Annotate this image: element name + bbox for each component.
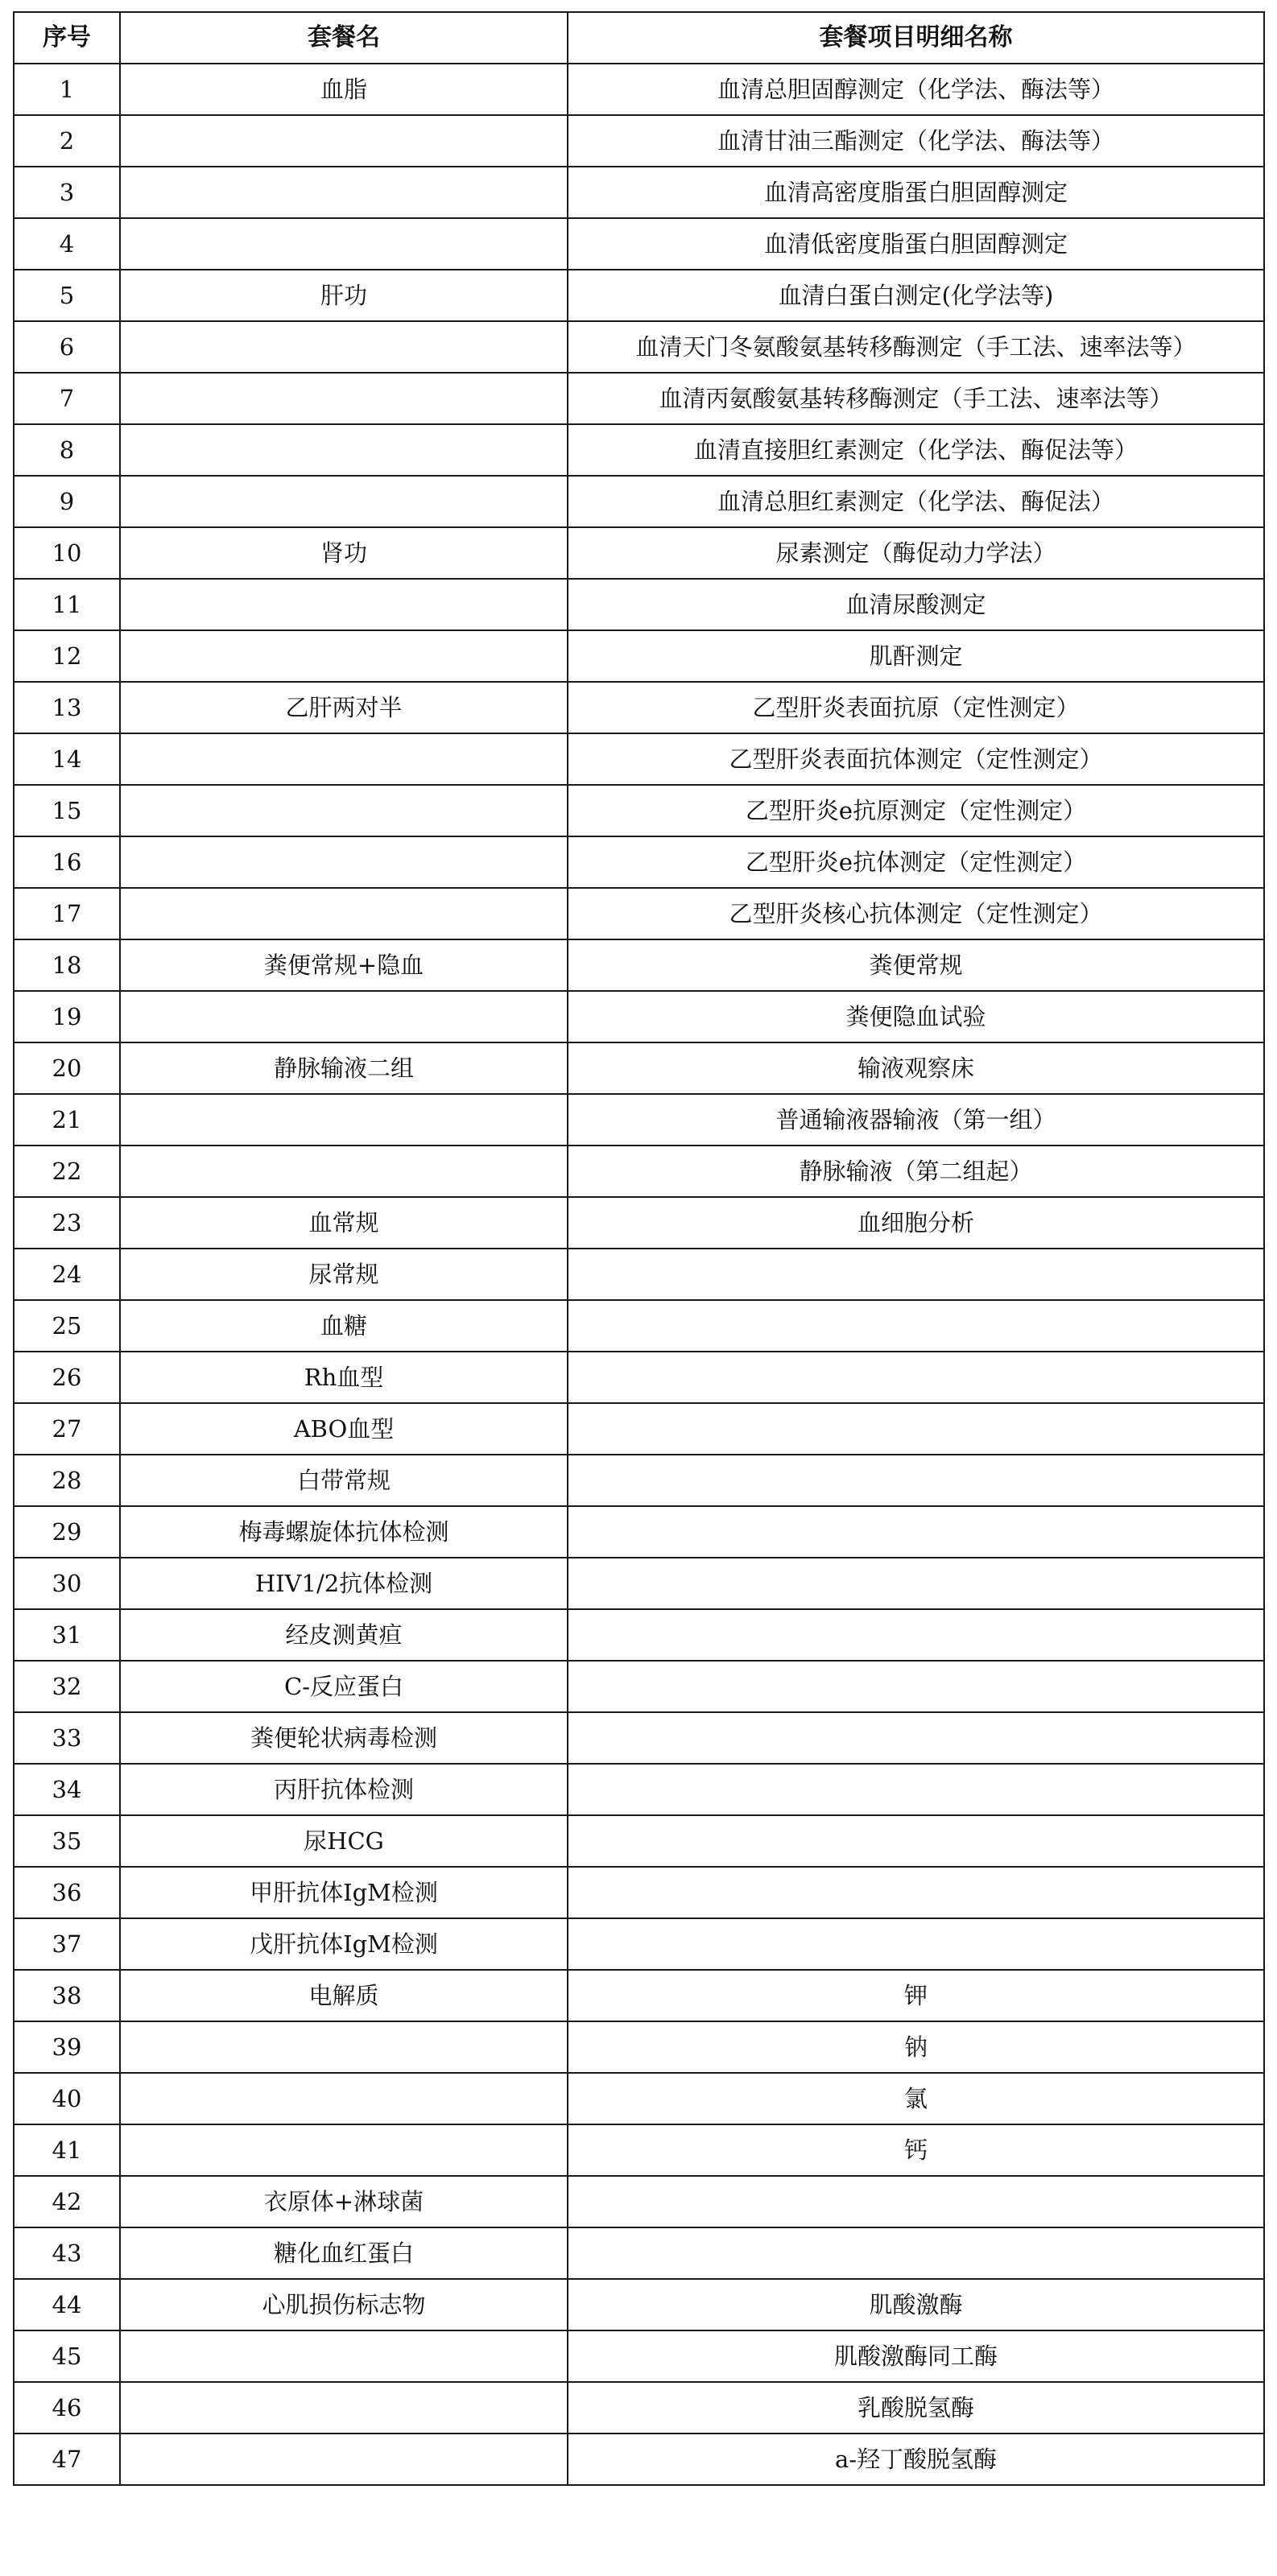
table-row xyxy=(14,2124,1264,2176)
package-name-cell: 电解质 xyxy=(120,1970,568,2021)
table-row xyxy=(14,2176,1264,2227)
table-row xyxy=(14,64,1264,115)
package-item-cell xyxy=(568,1815,1264,1867)
package-item-cell: a-羟丁酸脱氢酶 xyxy=(568,2434,1264,2485)
package-name-cell xyxy=(120,424,568,476)
table-row xyxy=(14,1970,1264,2021)
row-number-cell: 12 xyxy=(14,630,120,682)
package-name-cell: 粪便轮状病毒检测 xyxy=(120,1712,568,1764)
package-item-cell: 血清甘油三酯测定（化学法、酶法等） xyxy=(568,115,1264,167)
header-no: 序号 xyxy=(14,12,120,64)
package-item-cell xyxy=(568,1764,1264,1815)
package-name-cell: 心肌损伤标志物 xyxy=(120,2279,568,2330)
package-name-cell xyxy=(120,2434,568,2485)
package-item-cell: 静脉输液（第二组起） xyxy=(568,1146,1264,1197)
package-name-cell: 乙肝两对半 xyxy=(120,682,568,733)
package-name-cell xyxy=(120,2021,568,2073)
package-item-cell xyxy=(568,1506,1264,1558)
row-number-cell: 1 xyxy=(14,64,120,115)
package-item-cell: 乙型肝炎e抗体测定（定性测定） xyxy=(568,836,1264,888)
row-number-cell: 43 xyxy=(14,2227,120,2279)
row-number-cell: 20 xyxy=(14,1042,120,1094)
package-name-cell: C-反应蛋白 xyxy=(120,1661,568,1712)
row-number-cell: 42 xyxy=(14,2176,120,2227)
row-number-cell: 29 xyxy=(14,1506,120,1558)
package-item-cell xyxy=(568,1249,1264,1300)
package-item-cell: 普通输液器输液（第一组） xyxy=(568,1094,1264,1146)
package-item-cell: 乳酸脱氢酶 xyxy=(568,2382,1264,2434)
package-name-cell: 经皮测黄疸 xyxy=(120,1609,568,1661)
table-row xyxy=(14,2330,1264,2382)
package-item-cell xyxy=(568,2176,1264,2227)
table-row xyxy=(14,1042,1264,1094)
row-number-cell: 10 xyxy=(14,527,120,579)
package-name-cell xyxy=(120,373,568,424)
package-name-cell xyxy=(120,785,568,836)
package-name-cell xyxy=(120,476,568,527)
package-item-cell: 血清高密度脂蛋白胆固醇测定 xyxy=(568,167,1264,218)
package-name-cell: 血脂 xyxy=(120,64,568,115)
package-item-cell: 粪便常规 xyxy=(568,939,1264,991)
table-row xyxy=(14,682,1264,733)
package-item-cell xyxy=(568,1609,1264,1661)
package-name-cell: 尿常规 xyxy=(120,1249,568,1300)
package-item-cell xyxy=(568,1352,1264,1403)
row-number-cell: 37 xyxy=(14,1918,120,1970)
package-item-cell: 钾 xyxy=(568,1970,1264,2021)
table-row xyxy=(14,1249,1264,1300)
row-number-cell: 3 xyxy=(14,167,120,218)
package-item-cell: 肌酐测定 xyxy=(568,630,1264,682)
row-number-cell: 36 xyxy=(14,1867,120,1918)
row-number-cell: 47 xyxy=(14,2434,120,2485)
table-row xyxy=(14,1712,1264,1764)
table-row xyxy=(14,1815,1264,1867)
table-row xyxy=(14,167,1264,218)
row-number-cell: 32 xyxy=(14,1661,120,1712)
row-number-cell: 6 xyxy=(14,321,120,373)
row-number-cell: 23 xyxy=(14,1197,120,1249)
row-number-cell: 9 xyxy=(14,476,120,527)
package-item-cell: 粪便隐血试验 xyxy=(568,991,1264,1042)
table-row xyxy=(14,836,1264,888)
package-name-cell xyxy=(120,836,568,888)
package-item-cell: 输液观察床 xyxy=(568,1042,1264,1094)
package-name-cell: 粪便常规+隐血 xyxy=(120,939,568,991)
table-row xyxy=(14,1558,1264,1609)
table-row xyxy=(14,1661,1264,1712)
row-number-cell: 14 xyxy=(14,733,120,785)
package-name-cell: 戊肝抗体IgM检测 xyxy=(120,1918,568,1970)
table-row xyxy=(14,1197,1264,1249)
table-header xyxy=(14,12,1264,64)
header-item: 套餐项目明细名称 xyxy=(568,12,1264,64)
package-item-cell: 血清丙氨酸氨基转移酶测定（手工法、速率法等） xyxy=(568,373,1264,424)
package-name-cell xyxy=(120,991,568,1042)
table-row xyxy=(14,373,1264,424)
table-row xyxy=(14,115,1264,167)
row-number-cell: 11 xyxy=(14,579,120,630)
package-item-cell: 乙型肝炎表面抗原（定性测定） xyxy=(568,682,1264,733)
package-name-cell xyxy=(120,579,568,630)
row-number-cell: 7 xyxy=(14,373,120,424)
package-name-cell: 丙肝抗体检测 xyxy=(120,1764,568,1815)
header-package: 套餐名 xyxy=(120,12,568,64)
package-items-sheet xyxy=(13,11,1263,2486)
package-name-cell xyxy=(120,630,568,682)
table-row xyxy=(14,527,1264,579)
package-name-cell: ABO血型 xyxy=(120,1403,568,1455)
package-item-cell xyxy=(568,1867,1264,1918)
table-row xyxy=(14,321,1264,373)
row-number-cell: 18 xyxy=(14,939,120,991)
package-name-cell xyxy=(120,2330,568,2382)
row-number-cell: 46 xyxy=(14,2382,120,2434)
package-name-cell xyxy=(120,1094,568,1146)
package-item-cell xyxy=(568,2227,1264,2279)
package-name-cell: 血常规 xyxy=(120,1197,568,1249)
package-item-cell: 血清尿酸测定 xyxy=(568,579,1264,630)
row-number-cell: 13 xyxy=(14,682,120,733)
table-row xyxy=(14,270,1264,321)
row-number-cell: 38 xyxy=(14,1970,120,2021)
row-number-cell: 21 xyxy=(14,1094,120,1146)
package-item-cell xyxy=(568,1712,1264,1764)
package-item-cell: 血清低密度脂蛋白胆固醇测定 xyxy=(568,218,1264,270)
table-row xyxy=(14,1506,1264,1558)
package-name-cell: 静脉输液二组 xyxy=(120,1042,568,1094)
table-row xyxy=(14,2279,1264,2330)
table-row xyxy=(14,218,1264,270)
package-name-cell xyxy=(120,2382,568,2434)
package-item-cell: 血清总胆固醇测定（化学法、酶法等） xyxy=(568,64,1264,115)
package-item-cell: 乙型肝炎e抗原测定（定性测定） xyxy=(568,785,1264,836)
package-item-cell xyxy=(568,1558,1264,1609)
row-number-cell: 30 xyxy=(14,1558,120,1609)
table-row xyxy=(14,1300,1264,1352)
package-name-cell: 甲肝抗体IgM检测 xyxy=(120,1867,568,1918)
package-item-cell xyxy=(568,1918,1264,1970)
package-item-cell: 钙 xyxy=(568,2124,1264,2176)
package-item-cell: 钠 xyxy=(568,2021,1264,2073)
package-item-cell: 尿素测定（酶促动力学法） xyxy=(568,527,1264,579)
table-row xyxy=(14,1094,1264,1146)
row-number-cell: 27 xyxy=(14,1403,120,1455)
row-number-cell: 8 xyxy=(14,424,120,476)
package-name-cell: 血糖 xyxy=(120,1300,568,1352)
table-row xyxy=(14,579,1264,630)
row-number-cell: 17 xyxy=(14,888,120,939)
package-item-cell: 乙型肝炎核心抗体测定（定性测定） xyxy=(568,888,1264,939)
package-name-cell xyxy=(120,167,568,218)
row-number-cell: 39 xyxy=(14,2021,120,2073)
table-row xyxy=(14,733,1264,785)
package-name-cell xyxy=(120,2124,568,2176)
row-number-cell: 24 xyxy=(14,1249,120,1300)
table-row xyxy=(14,1918,1264,1970)
row-number-cell: 4 xyxy=(14,218,120,270)
row-number-cell: 31 xyxy=(14,1609,120,1661)
row-number-cell: 25 xyxy=(14,1300,120,1352)
row-number-cell: 26 xyxy=(14,1352,120,1403)
package-item-cell: 血清直接胆红素测定（化学法、酶促法等） xyxy=(568,424,1264,476)
table-row xyxy=(14,2021,1264,2073)
package-name-cell xyxy=(120,888,568,939)
row-number-cell: 28 xyxy=(14,1455,120,1506)
row-number-cell: 40 xyxy=(14,2073,120,2124)
package-name-cell xyxy=(120,218,568,270)
package-item-cell xyxy=(568,1661,1264,1712)
package-item-cell: 血细胞分析 xyxy=(568,1197,1264,1249)
package-item-cell xyxy=(568,1300,1264,1352)
row-number-cell: 41 xyxy=(14,2124,120,2176)
table-row xyxy=(14,1403,1264,1455)
package-name-cell: 梅毒螺旋体抗体检测 xyxy=(120,1506,568,1558)
package-name-cell xyxy=(120,1146,568,1197)
header-row xyxy=(14,12,1264,64)
package-item-cell: 血清天门冬氨酸氨基转移酶测定（手工法、速率法等） xyxy=(568,321,1264,373)
package-name-cell: 肝功 xyxy=(120,270,568,321)
package-item-cell: 肌酸激酶同工酶 xyxy=(568,2330,1264,2382)
table-row xyxy=(14,939,1264,991)
package-name-cell xyxy=(120,321,568,373)
table-row xyxy=(14,476,1264,527)
package-name-cell xyxy=(120,115,568,167)
row-number-cell: 45 xyxy=(14,2330,120,2382)
row-number-cell: 16 xyxy=(14,836,120,888)
package-item-cell xyxy=(568,1403,1264,1455)
table-body xyxy=(14,64,1264,2485)
row-number-cell: 19 xyxy=(14,991,120,1042)
package-name-cell xyxy=(120,733,568,785)
table-row xyxy=(14,2073,1264,2124)
package-name-cell: 白带常规 xyxy=(120,1455,568,1506)
table-row xyxy=(14,1352,1264,1403)
row-number-cell: 15 xyxy=(14,785,120,836)
package-item-cell xyxy=(568,1455,1264,1506)
row-number-cell: 22 xyxy=(14,1146,120,1197)
table-row xyxy=(14,424,1264,476)
table-row xyxy=(14,1764,1264,1815)
package-name-cell: 肾功 xyxy=(120,527,568,579)
package-item-cell: 乙型肝炎表面抗体测定（定性测定） xyxy=(568,733,1264,785)
table-row xyxy=(14,785,1264,836)
table-row xyxy=(14,991,1264,1042)
package-name-cell: 尿HCG xyxy=(120,1815,568,1867)
table-row xyxy=(14,630,1264,682)
package-name-cell xyxy=(120,2073,568,2124)
table-row xyxy=(14,888,1264,939)
table-row xyxy=(14,1146,1264,1197)
package-item-cell: 血清总胆红素测定（化学法、酶促法） xyxy=(568,476,1264,527)
table-row xyxy=(14,1609,1264,1661)
package-item-cell: 氯 xyxy=(568,2073,1264,2124)
package-item-cell: 肌酸激酶 xyxy=(568,2279,1264,2330)
package-items-table xyxy=(13,11,1265,2486)
row-number-cell: 5 xyxy=(14,270,120,321)
row-number-cell: 33 xyxy=(14,1712,120,1764)
table-row xyxy=(14,1867,1264,1918)
table-row xyxy=(14,2434,1264,2485)
row-number-cell: 34 xyxy=(14,1764,120,1815)
row-number-cell: 2 xyxy=(14,115,120,167)
table-row xyxy=(14,1455,1264,1506)
table-row xyxy=(14,2382,1264,2434)
package-name-cell: HIV1/2抗体检测 xyxy=(120,1558,568,1609)
package-name-cell: 糖化血红蛋白 xyxy=(120,2227,568,2279)
package-name-cell: 衣原体+淋球菌 xyxy=(120,2176,568,2227)
row-number-cell: 35 xyxy=(14,1815,120,1867)
row-number-cell: 44 xyxy=(14,2279,120,2330)
package-item-cell: 血清白蛋白测定(化学法等) xyxy=(568,270,1264,321)
table-row xyxy=(14,2227,1264,2279)
package-name-cell: Rh血型 xyxy=(120,1352,568,1403)
